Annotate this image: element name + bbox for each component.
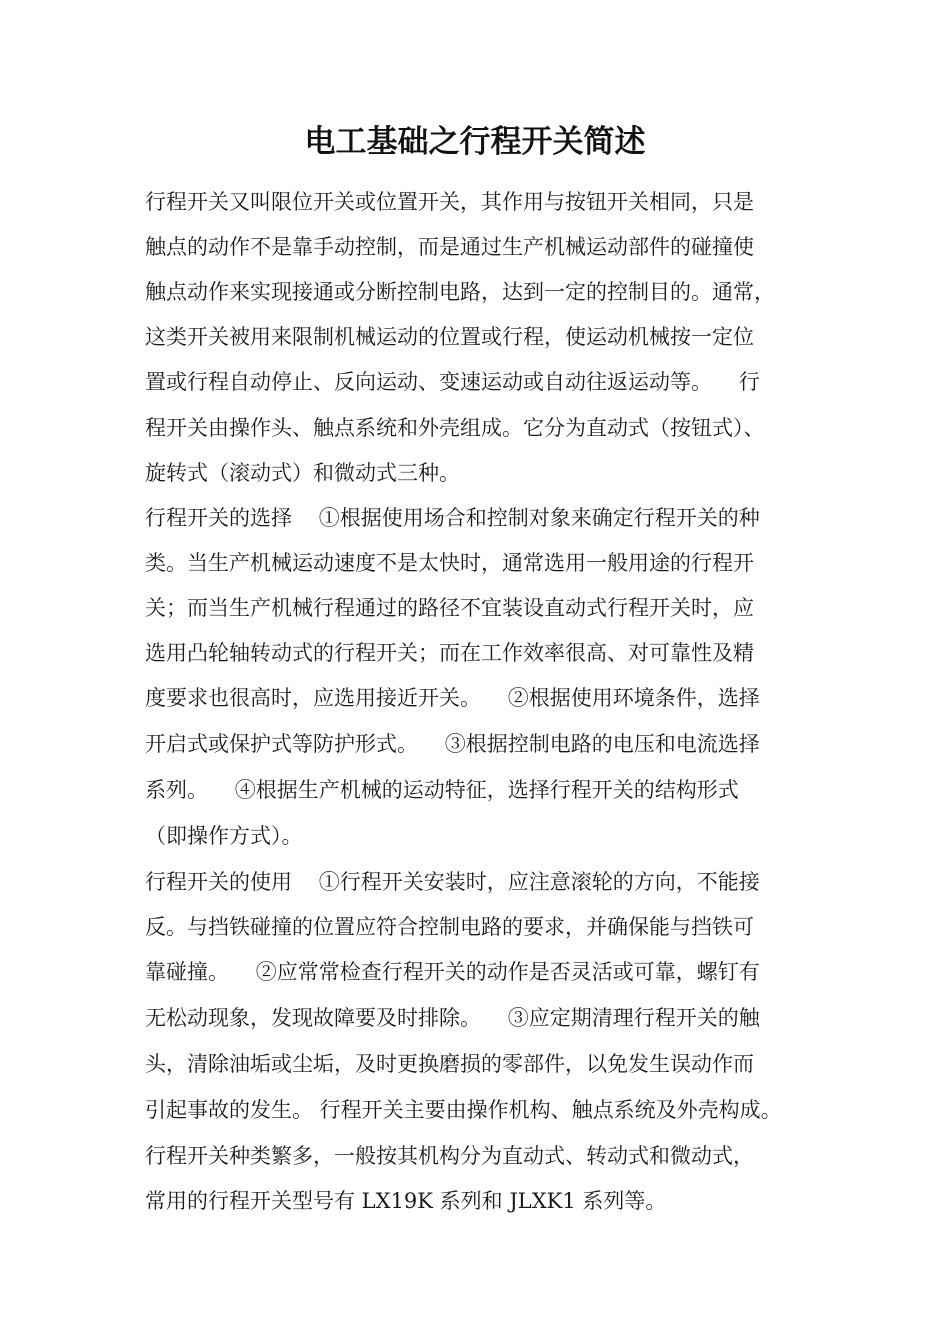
body-line-3: 触点动作来实现接通或分断控制电路，达到一定的控制目的。通常， bbox=[145, 280, 775, 304]
body-line-10: 关；而当生产机械行程通过的路径不宜装设直动式行程开关时，应 bbox=[145, 596, 754, 620]
body-line-13: 开启式或保护式等防护形式。 ③根据控制电路的电压和电流选择 bbox=[145, 732, 760, 756]
body-line-8: 行程开关的选择 ①根据使用场合和控制对象来确定行程开关的种 bbox=[145, 506, 760, 530]
body-line-18: 靠碰撞。 ②应常常检查行程开关的动作是否灵活或可靠，螺钉有 bbox=[145, 960, 760, 984]
body-line-1: 行程开关又叫限位开关或位置开关，其作用与按钮开关相同，只是 bbox=[145, 190, 754, 214]
body-line-14: 系列。 ④根据生产机械的运动特征，选择行程开关的结构形式 bbox=[145, 778, 739, 802]
body-line-12: 度要求也很高时，应选用接近开关。 ②根据使用环境条件，选择 bbox=[145, 686, 760, 710]
body-line-9: 类。当生产机械运动速度不是太快时，通常选用一般用途的行程开 bbox=[145, 551, 754, 575]
body-line-16: 行程开关的使用 ①行程开关安装时，应注意滚轮的方向，不能接 bbox=[145, 870, 760, 894]
body-line-4: 这类开关被用来限制机械运动的位置或行程，使运动机械按一定位 bbox=[145, 325, 754, 349]
body-line-15: （即操作方式）。 bbox=[145, 824, 303, 848]
body-line-6: 程开关由操作头、触点系统和外壳组成。它分为直动式（按钮式）、 bbox=[145, 416, 765, 440]
body-line-22: 行程开关种类繁多，一般按其机构分为直动式、转动式和微动式， bbox=[145, 1144, 754, 1168]
body-line-23: 常用的行程开关型号有 LX19K 系列和 JLXK1 系列等。 bbox=[145, 1189, 667, 1213]
body-line-17: 反。与挡铁碰撞的位置应符合控制电路的要求，并确保能与挡铁可 bbox=[145, 915, 754, 939]
body-line-11: 选用凸轮轴转动式的行程开关；而在工作效率很高、对可靠性及精 bbox=[145, 641, 754, 665]
body-line-7: 旋转式（滚动式）和微动式三种。 bbox=[145, 461, 460, 485]
body-line-21: 引起事故的发生。 行程开关主要由操作机构、触点系统及外壳构成。 bbox=[145, 1098, 782, 1122]
body-line-19: 无松动现象，发现故障要及时排除。 ③应定期清理行程开关的触 bbox=[145, 1006, 760, 1030]
body-line-20: 头，清除油垢或尘垢，及时更换磨损的零部件，以免发生误动作而 bbox=[145, 1052, 754, 1076]
body-line-5: 置或行程自动停止、反向运动、变速运动或自动往返运动等。 行 bbox=[145, 370, 760, 394]
document-title: 电工基础之行程开关简述 bbox=[304, 124, 646, 160]
body-line-2: 触点的动作不是靠手动控制，而是通过生产机械运动部件的碰撞使 bbox=[145, 235, 754, 259]
